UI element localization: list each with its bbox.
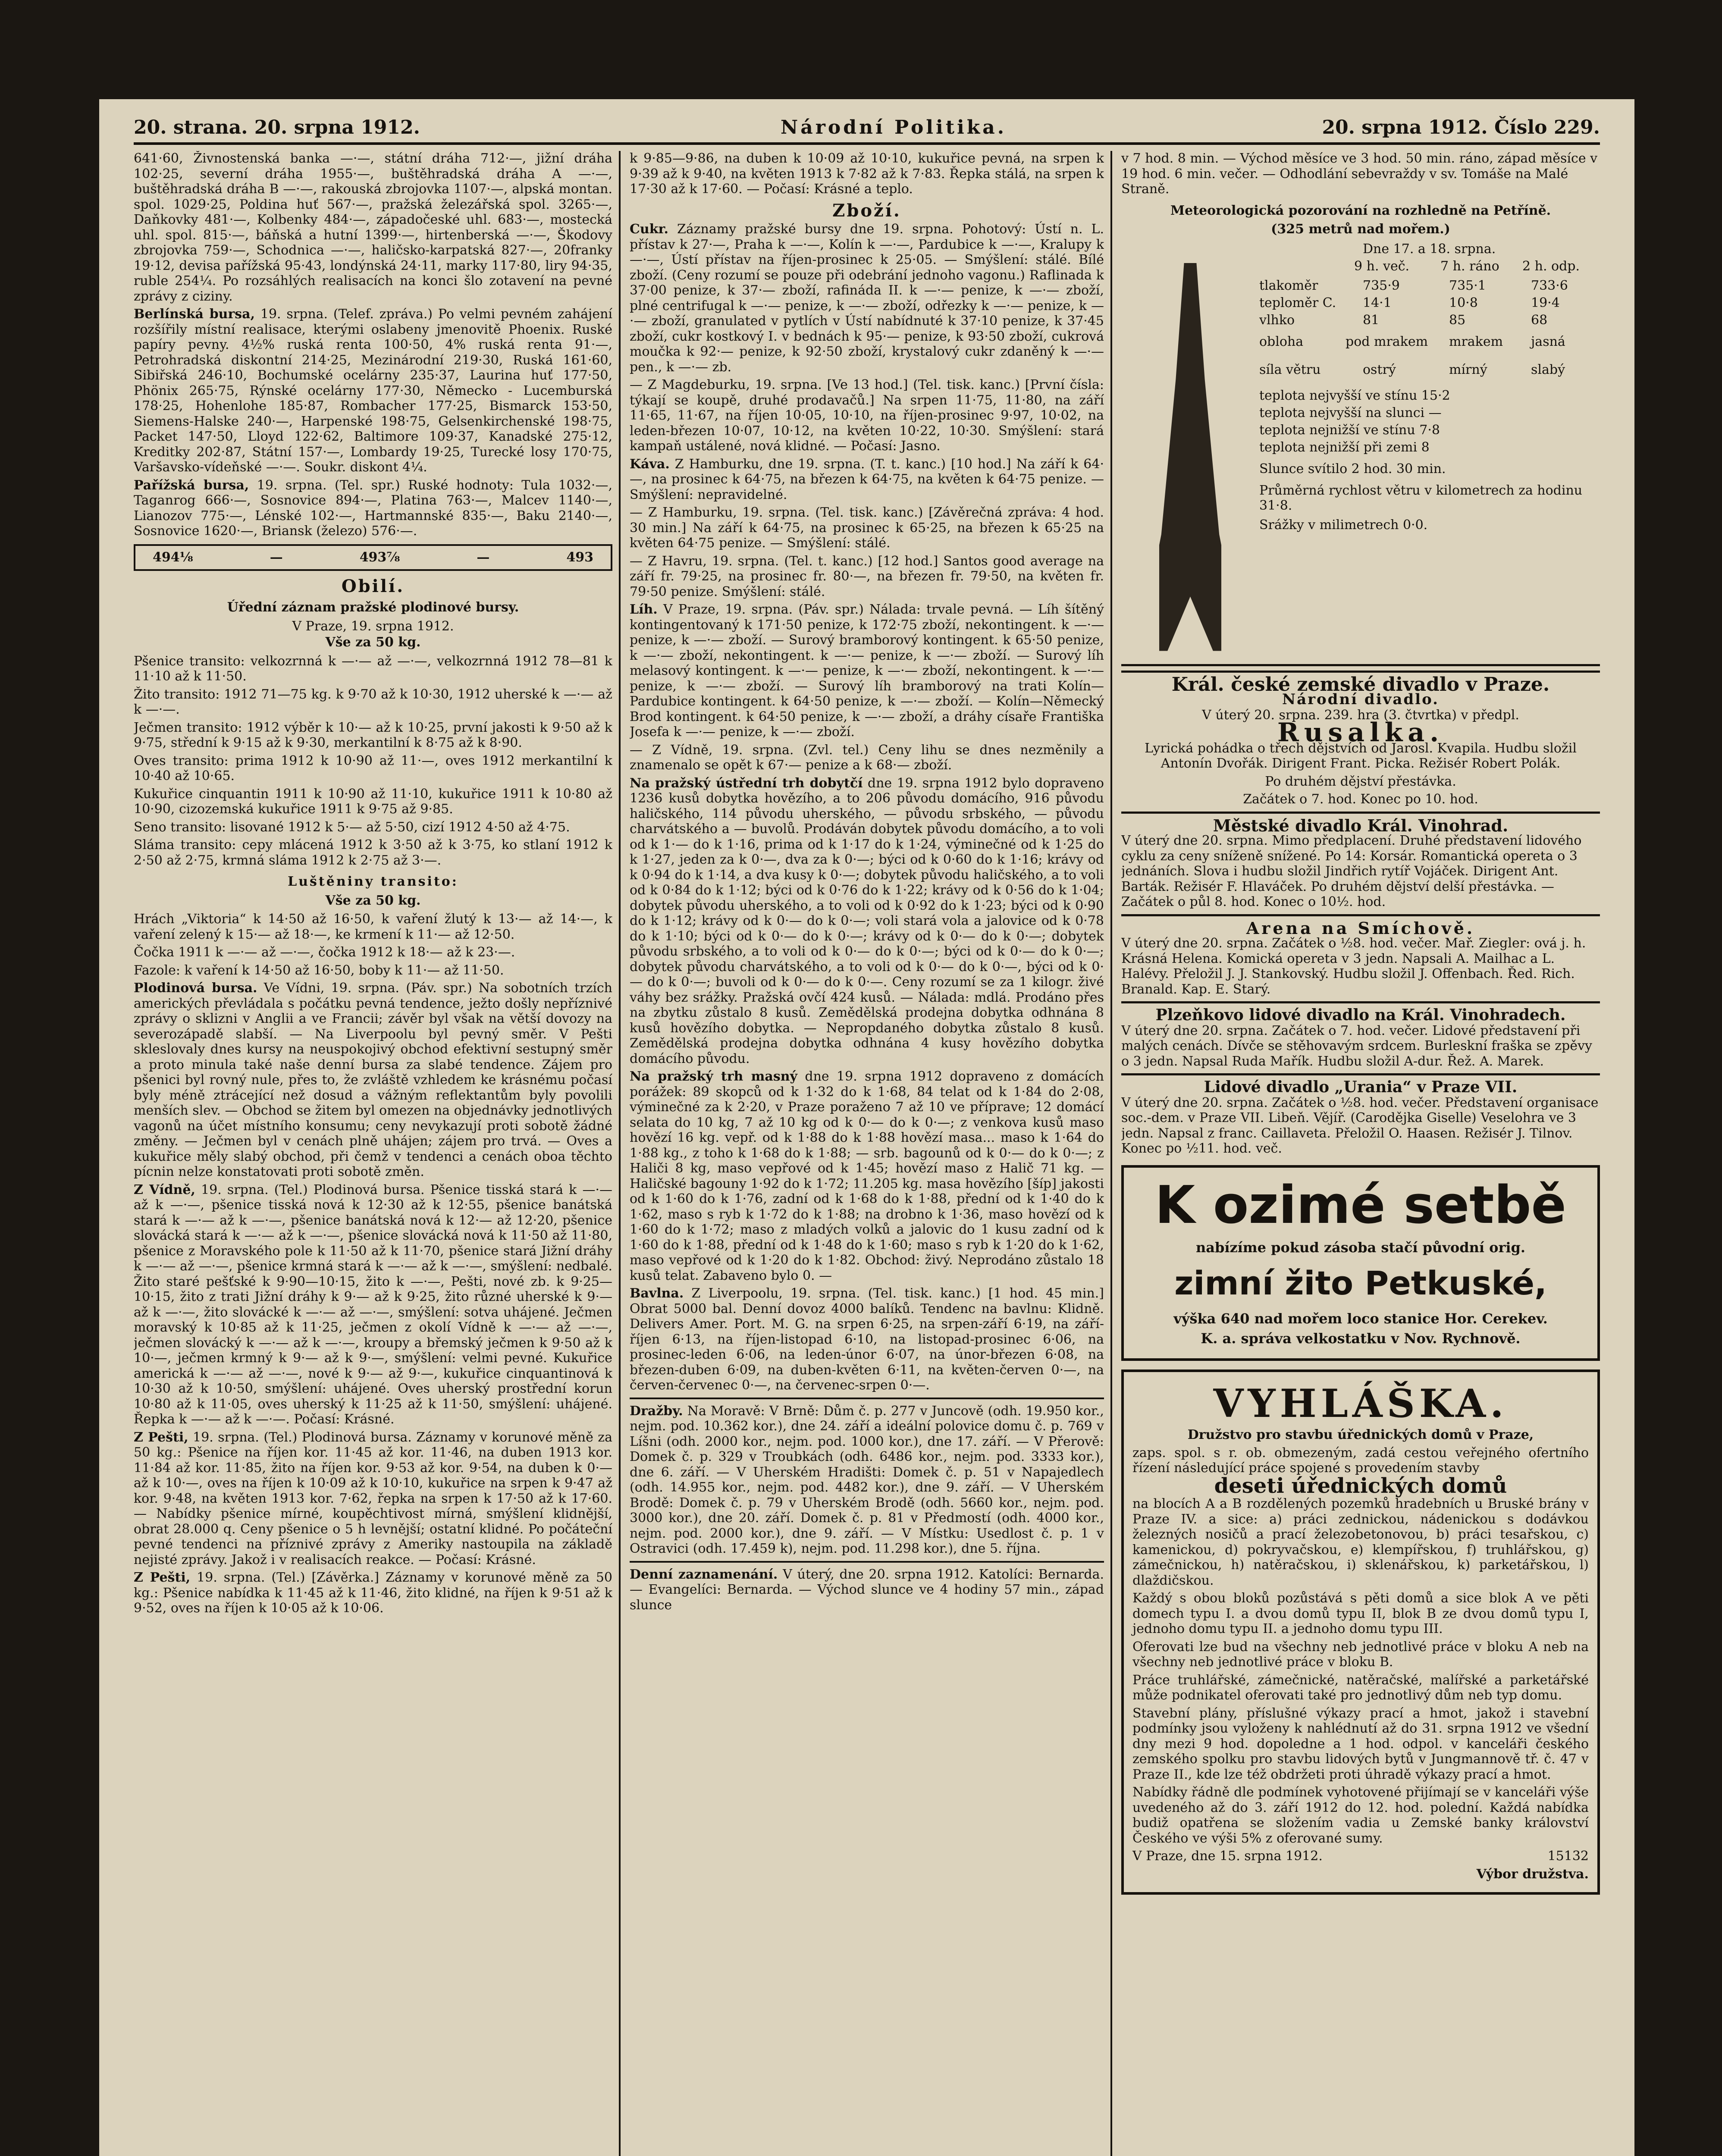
paragraph: Ječmen transito: 1912 výběr k 10·— až k 10·25, první jakosti k 9·50 až k 9·75, střední k 9·15 až k 9·30, merkantilní k 8·75 až k 8·90.: [134, 720, 612, 750]
paragraph: V úterý dne 20. srpna. Mimo předplacení. Druhé představení lidového cyklu za ceny sníženě snížené. Po 14: Korsár. Romantická opereta o 3 jednáních. Slova i hudbu složil Jindřich rytíř Vojáček. Dirigent Ant. Barták. Režisér F. Hlaváček. Po druhém dějství delší přestávka. — Začátek o půl 8. hod. Konec o 10½. hod.: [1121, 833, 1582, 909]
paragraph: Začátek o 7. hod. Konec po 10. hod.: [1243, 792, 1478, 807]
weather-col-head: 7 h. ráno: [1440, 258, 1499, 274]
paragraph: V úterý 20. srpna. 239. hra (3. čtvrtka) v předpl.: [1202, 707, 1519, 723]
weather-table: [1121, 237, 1600, 660]
ad-text: na blocích A a B rozdělených pozemků hradebních u Bruské brány v Praze IV. a sice: a) práci zednickou, nádenickou s dodávkou železných nosičů a prací železobetonovou, b) práci tesařskou, c) kamenickou, d) pokryvačskou, e) klempířskou, f) truhlářskou, g) zámečnickou, h) natěračskou, i) sklenářskou, k) parketářskou, l) dlaždičskou.: [1132, 1496, 1589, 1588]
ad-headline: K ozimé setbě: [1155, 1175, 1566, 1235]
ad-signature: V Praze, dne 15. srpna 1912. 15132: [1132, 1849, 1589, 1864]
paragraph: 641·60, Živnostenská banka —·—, státní dráha 712·—, jižní dráha 102·25, severní dráha 1955·—, buštěhradská dráha A —·—, buštěhradská dráha B —·—, rakouská zbrojovka 1107·—, alpská montan. spol. 1029·25, Poldina huť 567·—, pražská železářská spol. 3265·—, Daňkovky 481·—, Kolbenky 484·—, západočeské uhl. 683·—, mostecká uhl. spol. 815·—, báňská a hutní 1399·—, hirtenberská —·—, Škodovy zbrojovka 759·—, Schodnica —·—, haličsko-karpatská 827·—, 20franky 19·12, devisa pařížská 95·43, londýnská 24·11, marky 117·80, liry 94·35, ruble 254¼. Po rozsáhlých realisacích na konci šlo zotavení na pevné zprávy z ciziny.: [134, 151, 612, 304]
theater-title: Lidové divadlo „Urania“ v Praze VII.: [1204, 1078, 1518, 1096]
column-1: [134, 151, 612, 2156]
header-right: 20. srpna 1912. Číslo 229.: [1322, 116, 1600, 138]
theater-title: Král. české zemské divadlo v Praze.: [1171, 673, 1550, 696]
column-rule: [619, 151, 621, 2156]
ad-text: Oferovati lze bud na všechny neb jednotlivé práce v bloku A neb na všechny neb jednotlivé práce v bloku B.: [1132, 1639, 1589, 1670]
paragraph: Z Vídně, 19. srpna. (Tel.) Plodinová bursa. Pšenice tisská stará k —·— až k —·—, pšenice tisská nová k 12·30 až k 12·55, pšenice banátská stará k —·— až k —·—, pšenice banátská nová k 12·— až 12·20, pšenice slovácká stará k —·— až k —·—, pšenice slovácká nová k 11·50 až 11·80, pšenice z Moravského pole k 11·50 až k 11·70, pšenice stará Jižní dráhy k —·— až —·—, pšenice krmná stará k —·— až k —·—, smýšlení: nedbalé. Žito staré pešťské k 9·90—10·15, žito k —·—, Pešti, nové zb. k 9·25—10·15, žito z trati Jižní dráhy k 9·— až k 9·25, žito různé uherské k 9·— až k —·—, žito slovácké k —·— až —·—, smýšlení: sotva uhájené. Ječmen moravský k 10·85 až k 11·25, ječmen z okolí Vídně k —·— až —·—, ječmen slovácký k —·— až k —·—, kroupy a břemský ječmen k 9·50 až k 10·—, ječmen krmný k 9·— až k 9·—, smýšlení: velmi pevné. Kukuřice americká k —·— až —·—, nové k 9·— až 9·—, kukuřice cinquantinová k 10·30 až k 10·50, smýšlení: uhájené. Oves uherský prostřední korun 10·80 až k 11·05, oves uherský k 11·25 až k 11·50, smýšlení: uhájené. Řepka k —·— až k —·—. Počasí: Krásné.: [134, 1182, 612, 1427]
advertisement-seed: [1121, 1165, 1600, 1361]
weather-label: tlakoměr: [1259, 278, 1318, 293]
weather-col-head: 9 h. več.: [1354, 258, 1410, 274]
paragraph: V úterý dne 20. srpna. Začátek o ½8. hod. večer. Mař. Ziegler: ová j. h. Krásná Helena. Komická opereta v 3 jedn. Napsali A. Mailhac a L. Halévy. Přeložil J. J. Stankovský. Hudbu složil J. Offenbach. Řed. Rich. Branald. Kap. E. Starý.: [1121, 936, 1586, 997]
paragraph: Líh. V Praze, 19. srpna. (Páv. spr.) Nálada: trvale pevná. — Líh šítěný kontingentovaný k 171·50 penize, k 172·75 zboží, nekontingent. k —·— penize, k —·— zboží. — Surový bramborový kontingent. k 65·50 penize, k —·— zboží, nekontingent. k —·— penize, k —·— zboží. — Surový líh melasový kontingent. k —·— penize, k —·— zboží, nekontingent. k —·— penize, k —·— zboží. — Surový líh bramborový na trati Kolín—Pardubice kontingent. k 64·50 penize, k —·— zboží. — Kolín—Německý Brod kontingent. k 64·50 penize, k —·— zboží, a dráhy císaře Františka Josefa k —·— penize, k —·— zboží.: [630, 602, 1104, 740]
weather-value: 68: [1531, 312, 1548, 328]
ad-text: výška 640 nad mořem loco stanice Hor. Cerekev.: [1173, 1310, 1548, 1327]
weather-report: [1121, 203, 1600, 666]
theater-listing: [1121, 1073, 1600, 1156]
paragraph: — Z Vídně, 19. srpna. (Zvl. tel.) Ceny lihu se dnes nezměnily a znamenalo se opět k 67·— penize a k 68·— zboží.: [630, 742, 1104, 773]
paragraph: V úterý dne 20. srpna. Začátek o ½8. hod. večer. Představení organisace soc.-dem. v Praze VII. Libeň. Vějíř. (Carodějka Giselle) Veselohra ve 3 jedn. Napsal z franc. Caillaveta. Přeložil O. Haasen. Režisér J. Tilnov. Konec po ½11. hod. več.: [1121, 1095, 1599, 1156]
weather-value: slabý: [1531, 362, 1565, 377]
weather-label: vlhko: [1259, 312, 1295, 328]
weather-extra: teplota nejvyšší na slunci —: [1259, 405, 1442, 420]
ad-text: Družstvo pro stavbu úřednických domů v Praze,: [1187, 1427, 1534, 1442]
paragraph: Z Pešti, 19. srpna. (Tel.) Plodinová bursa. Záznamy v korunové měně za 50 kg.: Pšenice na říjen kor. 11·45 až kor. 11·46, na duben 1913 kor. 11·84 až kor. 11·85, žito na říjen kor. 9·53 až kor. 9·54, na duben k 0·— až k 10·—, oves na říjen k 10·09 až k 10·10, kukuřice na srpen k 9·47 až kor. 9·48, na květen 1913 kor. 7·62, řepka na srpen k 17·50 až k 17·60. — Nabídky pšenice mírné, koupěchtivost mírná, smýšlení klidnější, obrat 28.000 q. Ceny pšenice o 5 h levnější; ostatní klidné. Po počáteční pevné tendenci na příznivé zprávy z Ameriky nastoupila na základě nejisté zprávy. Jakož i v realisacích reakce. — Počasí: Krásné.: [134, 1429, 612, 1567]
ad-signature: Výbor družstva.: [1476, 1866, 1589, 1882]
column-rule: [1110, 151, 1112, 2156]
paragraph: Denní zaznamenání. V úterý, dne 20. srpna 1912. Katolíci: Bernarda. — Evangelíci: Bernarda. — Východ slunce ve 4 hodiny 57 min., západ slunce: [630, 1567, 1104, 1613]
paragraph: Na pražský ústřední trh dobytčí dne 19. srpna 1912 bylo dopraveno 1236 kusů dobytka hovězího, a to 206 původu domácího, 916 původu haličského, 114 původu uherského, — původu srbského, — původu charvátského a — buvolů. Prodáván dobytek původu domácího, a to voli od k 1·— do k 1·16, prima od k 1·17 do k 1·24, výminečné od k 1·25 do k 1·27, jeden za k 0·—, dva za k 0·—; býci od k 0·60 do k 1·16; krávy od k 0·94 do k 1·14, a dva kusy k 0·—; dobytek původu haličského, a to voli od k 0·84 do k 1·12; býci od k 0·76 do k 1·22; krávy od k 0·56 do k 1·04; dobytek původu uherského, a to voli od k 0·92 do k 1·23; býci od k 0·90 do k 1·12; krávy od k 0·— do k 0·—; voli stará vola a jalovice od k 0·78 do k 1·10; býci od k 0·— do k 0·—; krávy od k 0·— do k 0·—; dobytek původu srbského, a to voli od k 0·— do k 0·—; býci od k 0·— do k 0·—; dobytek původu charvátského, a to voli od k 0·— do k 0·—, býci od k 0·— do k 0·—; buvoli od k 0·— do k 0·—. Ceny rozumí se za 1 kilogr. živé váhy bez srážky. Pražská ovčí 424 kusů. — Nálada: mdlá. Prodáno přes na zbytku zůstalo 8 kusů. Zemědělská prodejna dobytka odhnána 8 kusů hovězího dobytka. — Nepropdaného dobytka zůstalo 8 kusů. Zemědělská prodejna dobytka odhnána 4 kusy hovězího dobytka domácího původu.: [630, 775, 1104, 1066]
paragraph: — Z Hamburku, 19. srpna. (Tel. tisk. kanc.) [Závěrečná zpráva: 4 hod. 30 min.] Na září k 64·75, na prosinec k 65·25, na březen k 65·25 na květen 64·75 penize. — Smýšlení: stálé.: [630, 505, 1104, 551]
weather-extra: Srážky v milimetrech 0·0.: [1259, 517, 1428, 533]
header-left: 20. strana. 20. srpna 1912.: [134, 116, 420, 138]
theater-listing: [1121, 671, 1600, 807]
weather-extra: teplota nejnižší ve stínu 7·8: [1259, 422, 1440, 438]
ad-text: nabízíme pokud zásoba stačí původní orig.: [1195, 1239, 1526, 1256]
ad-text: Práce truhlářské, zámečnické, natěračské, malířské a parketářské může podnikatel oferovati také pro jednotlivý dům neb typ domu.: [1132, 1672, 1589, 1703]
paragraph: Berlínská bursa, 19. srpna. (Telef. zpráva.) Po velmi pevném zahájení rozšířily místní realisace, kterými oslabeny jmenovitě Phoenix. Ruské papíry pevny. 4½% ruská renta 100·50, 4% ruská renta 91·—, Petrohradská diskontní 214·25, Mezinárodní 219·30, Ruská 161·60, Sibiřská 246·10, Bochumské ocelárny 235·37, Laurina huť 177·50, Phönix 265·75, Rýnské ocelárny 177·30, Německo - Lucemburská 178·25, Hohenlohe 185·87, Rombacher 177·25, Bismarck 153·50, Siemens-Halske 240·—, Harpenské 198·75, Gelsenkirchenské 198·75, Packet 147·50, Lloyd 122·62, Baltimore 109·37, Kanadské 275·12, Kreditky 202·87, Státní 157·—, Lombardy 19·25, Turecké losy 170·75, Varšavsko-vídeňské —·—. Soukr. diskont 4¼.: [134, 307, 612, 475]
ad-text: Nabídky řádně dle podmínek vyhotovené přijímají se v kanceláři výše uvedeného až do 3. září 1912 do 12. hod. polední. Každá nabídka budiž opatřena se složením vadia u Zemské banky království Českého ve výši 5% z oferované sumy.: [1132, 1785, 1589, 1846]
weather-label: teploměr C.: [1259, 295, 1336, 310]
theater-title: Arena na Smíchově.: [1246, 918, 1475, 938]
theater-title: Městské divadlo Král. Vinohrad.: [1213, 815, 1509, 835]
rate-box: 494⅛ — 493⅞ — 493: [134, 544, 612, 571]
weather-value: mrakem: [1449, 334, 1503, 349]
weather-value: 735·1: [1449, 278, 1486, 293]
paragraph: v 7 hod. 8 min. — Východ měsíce ve 3 hod. 50 min. ráno, západ měsíce v 19 hod. 6 min. večer. — Odhodlání sebevraždy v sv. Tomáše na Malé Straně.: [1121, 151, 1598, 197]
paragraph: k 9·85—9·86, na duben k 10·09 až 10·10, kukuřice pevná, na srpen k 9·39 až k 9·40, na květen 1913 k 7·82 až k 7·83. Řepka stálá, na srpen k 17·30 až k 17·60. — Počasí: Krásné a teplo.: [630, 151, 1104, 197]
masthead: Národní Politika.: [781, 116, 1007, 138]
unit-note: Vše za 50 kg.: [325, 893, 421, 908]
weather-date: Dne 17. a 18. srpna.: [1363, 241, 1496, 257]
weather-value: 85: [1449, 312, 1466, 328]
paragraph: — Z Havru, 19. srpna. (Tel. t. kanc.) [12 hod.] Santos good average na září fr. 79·25, na prosinec fr. 80·—, na březen fr. 79·50, na květen fr. 79·50 penize. Smýšlení: stálé.: [630, 553, 1104, 599]
column-3: [1121, 151, 1600, 2156]
column-2: [630, 151, 1104, 2156]
play-title: Rusalka.: [1277, 718, 1444, 748]
weather-value: 19·4: [1531, 295, 1560, 310]
paragraph: Lyrická pohádka o třech dějstvích od Jarosl. Kvapila. Hudbu složil Antonín Dvořák. Dirigent Frant. Picka. Režisér Robert Polák.: [1145, 740, 1577, 771]
paragraph: Hrách „Viktoria“ k 14·50 až 16·50, k vaření žlutý k 13·— až 14·—, k vaření zelený k 15·— až 18·—, ke krmení k 11·— až 12·50.: [134, 912, 612, 942]
paragraph: Čočka 1911 k —·— až —·—, čočka 1912 k 18·— až k 23·—.: [134, 945, 515, 960]
theater-title: Plzeňkovo lidové divadlo na Král. Vinohradech.: [1155, 1006, 1566, 1024]
paragraph: Káva. Z Hamburku, dne 19. srpna. (T. t. kanc.) [10 hod.] Na září k 64·—, na prosinec k 64·75, na březen k 64·75, na květen k 64·75 penize. — Smýšlení: nepravidelné.: [630, 456, 1104, 502]
weather-subtitle: (325 metrů nad mořem.): [1271, 222, 1450, 237]
paragraph: Z Pešti, 19. srpna. (Tel.) [Závěrka.] Záznamy v korunové měně za 50 kg.: Pšenice nabídka k 11·45 až k 11·46, žito klidné, na říjen k 9·51 až k 9·52, oves na říjen k 10·05 až k 10·06.: [134, 1570, 612, 1616]
weather-value: jasná: [1531, 334, 1565, 349]
weather-value: ostrý: [1363, 362, 1396, 377]
advertisement-notice: [1121, 1369, 1600, 1895]
ad-text: zaps. spol. s r. ob. obmezeným, zadá cestou veřejného ofertního řízení následující práce spojené s provedením stavby: [1132, 1445, 1589, 1476]
section-subtitle: Úřední záznam pražské plodinové bursy.: [227, 600, 519, 615]
theater-listing: [1121, 914, 1600, 997]
paragraph: Žito transito: 1912 71—75 kg. k 9·70 až k 10·30, 1912 uherské k —·— až k —·—.: [134, 686, 612, 717]
theater-subtitle: Národní divadlo.: [1282, 691, 1440, 708]
ad-headline: deseti úřednických domů: [1214, 1473, 1507, 1498]
paragraph: Seno transito: lisované 1912 k 5·— až 5·50, cizí 1912 4·50 až 4·75.: [134, 819, 570, 835]
weather-value: 733·6: [1531, 278, 1568, 293]
ad-headline: VYHLÁŠKA.: [1213, 1381, 1508, 1426]
paragraph: Cukr. Záznamy pražské bursy dne 19. srpna. Pohotový: Ústí n. L. přístav k 27·—, Praha k —·—, Kolín k —·—, Pardubice k —·—, Kralupy k —·—, Ústí přístav na říjen-prosinec k 25·05. — Smýšlení: stálé. Bílé zboží. (Ceny rozumí se pouze při odebrání jednoho vagonu.) Raflinada k 37·00 penize, k 37·— zboží, rafináda II. k —·— penize, k —·— zboží, plné centrifugal k —·— penize, k —·— zboží, odřezky k —·— penize, k —·— zboží, granulated v pytlích v Ústí nabídnuté k 37·10 penize, k 37·45 zboží, cukr kostkový I. v bednách k 95·— penize, k 93·50 zboží, cukrová moučka k 92·— penize, k 92·50 zboží, krystalový cukr zdaněný k —·— pen., k —·— zb.: [630, 222, 1104, 375]
paragraph: Po druhém dějství přestávka.: [1265, 774, 1456, 789]
weather-value: 81: [1363, 312, 1380, 328]
paragraph: Oves transito: prima 1912 k 10·90 až 11·—, oves 1912 merkantilní k 10·40 až 10·65.: [134, 753, 612, 783]
ad-text: Stavební plány, příslušné výkazy prací a hmot, jakož i stavební podmínky jsou vyloženy k nahlédnutí až do 31. srpna 1912 ve všední dny mezi 9 hod. dopoledne a 1 hod. odpol. v kanceláři českého zemského spolku pro stavbu lidových bytů v Jungmannově tř. č. 47 v Praze II., kde lze též obdržeti proti úhradě výkazy prací a hmot.: [1132, 1705, 1589, 1782]
paragraph: Dražby. Na Moravě: V Brně: Dům č. p. 277 v Juncově (odh. 19.950 kor., nejm. pod. 10.362 kor.), dne 24. září a ideální polovice domu č. p. 769 v Líšni (odh. 2000 kor., nejm. pod. 1000 kor.), dne 17. září. — V Přerově: Domek č. p. 329 v Troubkách (odh. 6486 kor., nejm. pod. 3333 kor.), dne 6. září. — V Uherském Hradišti: Domek č. p. 51 v Napajedlech (odh. 14.955 kor., nejm. pod. 4482 kor.), dne 9. září. — V Uherském Brodě: Domek č. p. 79 v Uherském Brodě (odh. 5660 kor., nejm. pod. 3000 kor.), dne 20. září. Domek č. p. 81 v Předmostí (odh. 4000 kor., nejm. pod. 2000 kor.), dne 9. září. — V Místku: Usedlost č. p. 1 v Ostravici (odh. 17.459 k), nejm. pod. 11.298 kor.), dne 5. října.: [630, 1403, 1104, 1556]
weather-value: 10·8: [1449, 295, 1478, 310]
page-header: [134, 112, 1600, 145]
paragraph: Plodinová bursa. Ve Vídni, 19. srpna. (Páv. spr.) Na sobotních trzích amerických převládala s počátku pevná tendence, ježto došly nepříznivé zprávy o sklizni v Anglii a ve Francii; závěr byl však na větší dovozy na severozápadě slabší. — Na Liverpoolu byl pevný směr. V Pešti skleslovaly dnes kursy na neuspokojivý obchod efektivní sestupný směr a proto minula také naše denní bursa za slabé tendence. Zájem pro pšenici byl rovný nule, přes to, že zvláště vzhledem ke krásnému počasí byly méně ztrácející než dosud a vážným reflektantům byly povolili menších slev. — Obchod se žitem byl omezen na objednávky jednotlivých vagonů na účet místního konsumu; ceny nevykazují proti sobotě žádné změny. — Ječmen byl v cenách plně uhájen; zájem pro trvá. — Oves a kukuřice měly slabý obchod, při čemž v tendenci a cenách oboa těchto pícnin nelze konstatovati proti sobotě změn.: [134, 981, 612, 1179]
weather-value: 735·9: [1363, 278, 1400, 293]
theater-listing: [1121, 1001, 1600, 1069]
paragraph: Fazole: k vaření k 14·50 až 16·50, boby k 11·— až 11·50.: [134, 962, 504, 978]
ad-text: K. a. správa velkostatku v Nov. Rychnově.: [1201, 1330, 1521, 1347]
weather-value: pod mrakem: [1346, 334, 1428, 349]
paragraph: Na pražský trh masný dne 19. srpna 1912 dopraveno z domácích porážek: 89 skopců od k 1·32 do k 1·68, 84 telat od k 1·84 do 2·08, výminečné za k 2·20, v Praze poraženo 7 až 10 ve příprave; 12 domácí selata do 10 kg, 7 až 10 kg od k 0·— do k 0·—; z venkova kusů maso hovězí 16 kg. vepř. od k 1·88 do k 1·88 hovězí masa... maso k 1·64 do 1·88 kg., z toho k 1·68 do k 1·88; — srb. bagounů od k 0·— do k 0·—; z Haliči 8 kg, maso vepřové od k 1·45; hovězí maso z Halič 71 kg. — Haličské bagouny 1·92 do k 1·72; 11.205 kg. masa hovězího [šíp] jakosti od k 1·60 do k 1·76, zadní od k 1·68 do k 1·88, přední od k 1·40 do k 1·62, maso s ryb k 1·72 do k 1·88; na drobno k 1·36, maso hovězí od k 1·60 do k 1·72; maso z mladých volků a jalovic do 1 kusu zadní od k 1·60 do k 1·88, přední od k 1·48 do k 1·60; maso s ryb k 1·20 do k 1·62, maso vepřové od k 1·20 do k 1·82. Obchod: živý. Neprodáno zůstalo 18 kusů telat. Zabaveno bylo 0. —: [630, 1069, 1104, 1283]
weather-value: mírný: [1449, 362, 1487, 377]
ad-text: Každý s obou bloků pozůstává s pěti domů a sice blok A ve pěti domech typu I. a dvou domů typu II, blok B ze dvou domů typu I, jednoho domu typu II. a jednoho domu typu III.: [1132, 1591, 1589, 1636]
weather-col-head: 2 h. odp.: [1522, 258, 1580, 274]
paragraph: Kukuřice cinquantin 1911 k 10·90 až 11·10, kukuřice 1911 k 10·80 až 10·90, cizozemská kukuřice 1911 k 9·75 až 9·85.: [134, 786, 612, 817]
weather-label: síla větru: [1259, 362, 1321, 377]
weather-label: obloha: [1259, 334, 1304, 349]
paragraph: Pšenice transito: velkozrnná k —·— až —·—, velkozrnná 1912 78—81 k 11·10 až k 11·50.: [134, 653, 612, 684]
weather-extra: teplota nejvyšší ve stínu 15·2: [1259, 388, 1450, 403]
paragraph: — Z Magdeburku, 19. srpna. [Ve 13 hod.] (Tel. tisk. kanc.) [První čísla: týkají se koupě, druhé prodavačů.] Na srpen 11·75, 11·80, na září 11·65, 11·67, na říjen 10·05, 10·10, na říjen-prosinec 9·97, 10·02, na leden-březen 10·07, 10·12, na květen 10·22, 10·30. Smýšlení: stará kampaň ustálené, nová klidné. — Počasí: Jasno.: [630, 377, 1104, 454]
paragraph: Bavlna. Z Liverpoolu, 19. srpna. (Tel. tisk. kanc.) [1 hod. 45 min.] Obrat 5000 bal. Denní dovoz 4000 balíků. Tendenc na bavlnu: Klidně. Delivers Amer. Port. M. G. na srpen 6·25, na srpen-září 6·19, na září-říjen 6·13, na říjen-listopad 6·10, na listopad-prosinec 6·06, na prosinec-leden 6·06, na leden-únor 6·07, na únor-březen 6·08, na březen-duben 6·09, na duben-květen 6·11, na květen-červen 0·—, na červen-červenec 0·—, na červenec-srpen 0·—.: [630, 1286, 1104, 1393]
weather-title: Meteorologická pozorování na rozhledně na Petříně.: [1170, 203, 1551, 218]
weather-extra: teplota nejnižší při zemi 8: [1259, 439, 1430, 455]
paragraph: Pařížská bursa, 19. srpna. (Tel. spr.) Ruské hodnoty: Tula 1032·—, Taganrog 666·—, Sosnovice 894·—, Platina 763·—, Malcev 1140·—, Lianozov 775·—, Lénské 102·—, Hartmannské 835·—, Baku 2140·—, Sosnovice 1620·—, Briansk (železo) 576·—.: [134, 477, 612, 539]
unit-note: Vše za 50 kg.: [325, 635, 421, 650]
weather-extra: Průměrná rychlost větru v kilometrech za hodinu 31·8.: [1259, 483, 1583, 513]
section-subtitle: Luštěniny transito:: [288, 874, 458, 889]
weather-value: 14·1: [1363, 295, 1392, 310]
section-title: Zboží.: [832, 200, 901, 221]
petrin-tower-illustration: [1139, 263, 1242, 651]
ad-headline: zimní žito Petkuské,: [1174, 1264, 1547, 1302]
newspaper-page: [99, 99, 1634, 2156]
theater-listing: [1121, 812, 1600, 910]
section-title: Obilí.: [341, 576, 405, 596]
weather-extra: Slunce svítilo 2 hod. 30 min.: [1259, 461, 1446, 476]
dateline: V Praze, 19. srpna 1912.: [292, 618, 454, 634]
paragraph: Sláma transito: cepy mlácená 1912 k 3·50 až k 3·75, ko stlaní 1912 k 2·50 až 2·75, krmná sláma 1912 k 2·75 až 3·—.: [134, 837, 612, 868]
paragraph: V úterý dne 20. srpna. Začátek o 7. hod. večer. Lidové představení při malých cenách. Dívče se stěhovavým srdcem. Burleskní fraška se zpěvy o 3 jedn. Napsal Ruda Mařík. Hudbu složil A-dur. Řež. A. Marek.: [1121, 1023, 1592, 1069]
